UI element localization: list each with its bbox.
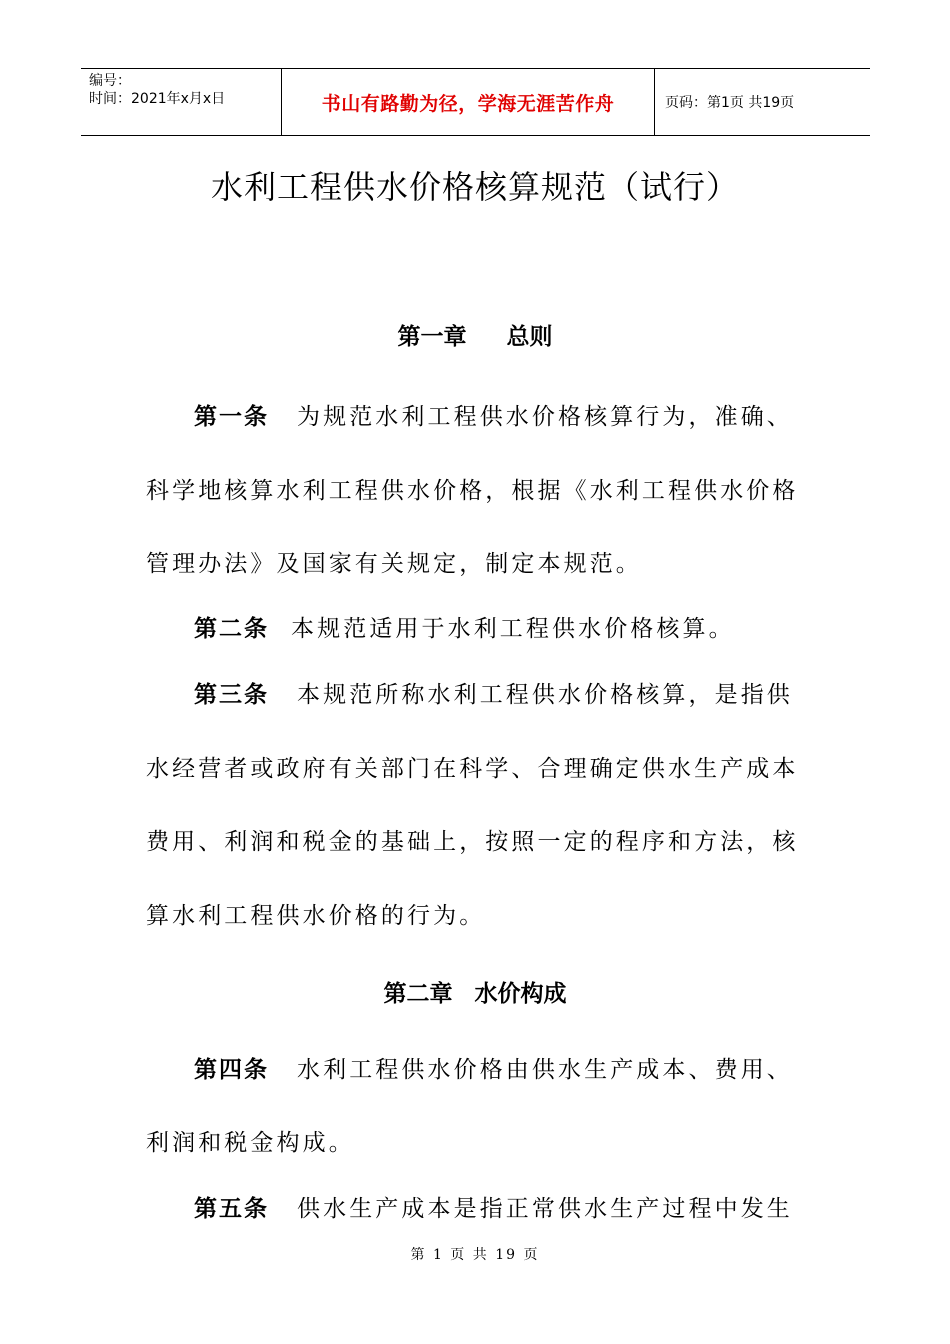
article-label: 第三条 <box>194 682 269 708</box>
article-label: 第一条 <box>194 404 269 430</box>
article-1-line-2: 科学地核算水利工程供水价格，根据《水利工程供水价格 <box>146 478 799 504</box>
article-text: 水利工程供水价格由供水生产成本、费用、 <box>297 1057 793 1083</box>
article-label: 第四条 <box>194 1057 269 1083</box>
document-title: 水利工程供水价格核算规范（试行） <box>210 168 739 206</box>
chapter-number: 第一章 <box>397 324 467 350</box>
header-page-info: 页码：第1页 共19页 <box>665 95 795 111</box>
article-text: 本规范所称水利工程供水价格核算，是指供 <box>297 682 793 708</box>
header-motto: 书山有路勤为径，学海无涯苦作舟 <box>282 69 655 135</box>
article-4-line-2: 利润和税金构成。 <box>146 1130 355 1156</box>
chapter-number: 第二章 <box>383 981 453 1007</box>
article-3-line-1 <box>194 676 854 709</box>
article-4-line-1 <box>194 1051 854 1084</box>
chapter-name: 总则 <box>506 324 553 350</box>
article-text: 本规范适用于水利工程供水价格核算。 <box>291 616 735 642</box>
article-label: 第五条 <box>194 1196 269 1222</box>
time-label: 时间：2021年x月x日 <box>89 91 226 107</box>
chapter-name: 水价构成 <box>474 981 567 1007</box>
page-footer: 第 1 页 共 19 页 <box>410 1247 540 1263</box>
header-meta <box>81 69 282 135</box>
article-3-line-3: 费用、利润和税金的基础上，按照一定的程序和方法，核 <box>146 829 799 855</box>
article-text: 为规范水利工程供水价格核算行为，准确、 <box>297 404 793 430</box>
article-3-line-2: 水经营者或政府有关部门在科学、合理确定供水生产成本 <box>146 756 799 782</box>
page-header <box>81 68 870 136</box>
chapter-2-heading <box>0 975 950 1008</box>
chapter-1-heading <box>0 318 950 351</box>
number-label: 编号： <box>89 73 131 89</box>
article-2-line-1 <box>194 610 854 643</box>
article-1-line-1 <box>194 398 854 431</box>
article-5-line-1 <box>194 1190 854 1223</box>
article-text: 供水生产成本是指正常供水生产过程中发生 <box>297 1196 793 1222</box>
article-label: 第二条 <box>194 616 269 642</box>
article-3-line-4: 算水利工程供水价格的行为。 <box>146 903 486 929</box>
article-1-line-3: 管理办法》及国家有关规定，制定本规范。 <box>146 551 642 577</box>
